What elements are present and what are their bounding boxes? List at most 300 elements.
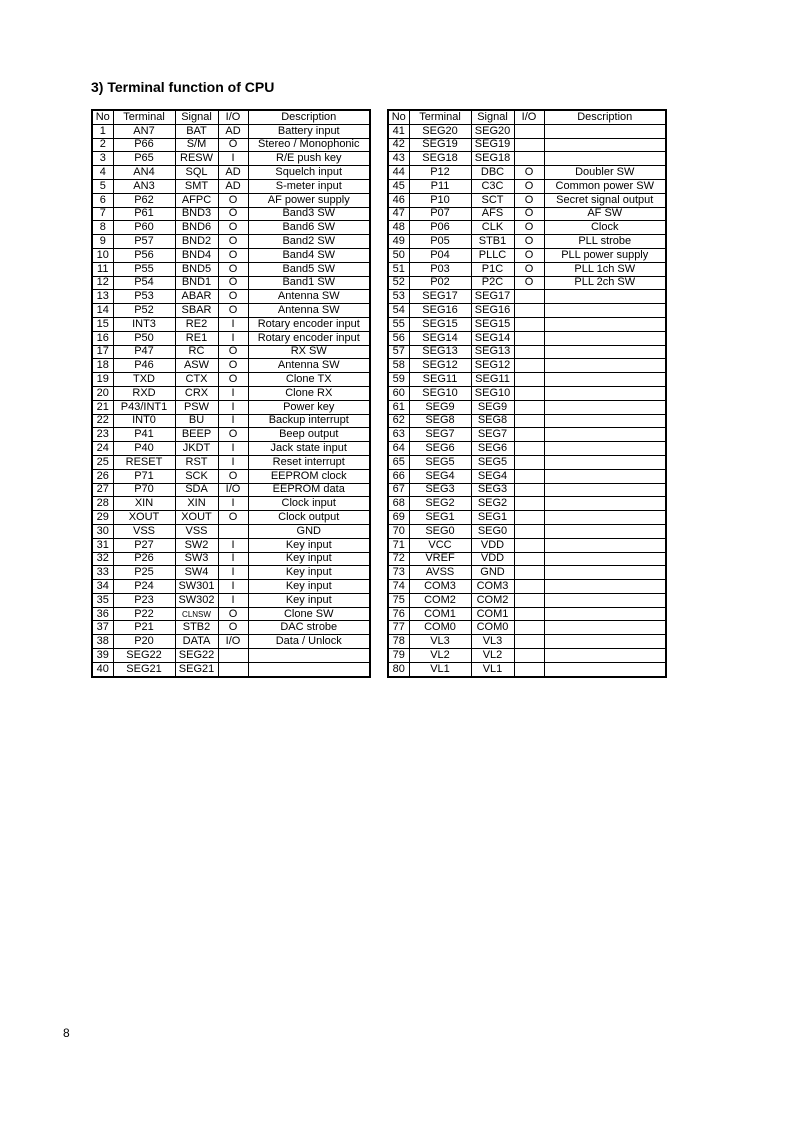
cell-description	[544, 497, 666, 511]
cell-no: 8	[92, 221, 113, 235]
cell-description	[544, 359, 666, 373]
cell-terminal: P07	[409, 207, 471, 221]
table-row	[92, 483, 370, 497]
cell-description: DAC strobe	[248, 621, 370, 635]
cell-signal: P1C	[471, 262, 514, 276]
cell-io: I	[218, 331, 248, 345]
table-row	[388, 207, 666, 221]
cell-terminal: SEG19	[409, 138, 471, 152]
cell-signal: SEG4	[471, 469, 514, 483]
cell-description: Common power SW	[544, 179, 666, 193]
table-row	[92, 607, 370, 621]
terminal-table-right	[387, 109, 667, 678]
cell-signal: GND	[471, 566, 514, 580]
header-no: No	[388, 110, 409, 124]
cell-signal: RE2	[175, 317, 218, 331]
cell-signal: RE1	[175, 331, 218, 345]
header-terminal: Terminal	[409, 110, 471, 124]
cell-io	[514, 414, 544, 428]
cell-no: 77	[388, 621, 409, 635]
cell-signal: DATA	[175, 635, 218, 649]
cell-description: PLL 1ch SW	[544, 262, 666, 276]
cell-no: 54	[388, 304, 409, 318]
cell-description: Squelch input	[248, 166, 370, 180]
cell-io: I	[218, 566, 248, 580]
cell-terminal: SEG0	[409, 524, 471, 538]
cell-terminal: P57	[113, 235, 175, 249]
header-io: I/O	[514, 110, 544, 124]
cell-no: 71	[388, 538, 409, 552]
cell-terminal: P46	[113, 359, 175, 373]
cell-io	[514, 538, 544, 552]
table-row	[388, 607, 666, 621]
cell-terminal: P66	[113, 138, 175, 152]
cell-terminal: TXD	[113, 373, 175, 387]
cell-io: I	[218, 152, 248, 166]
table-row	[388, 124, 666, 138]
cell-io	[514, 317, 544, 331]
cell-no: 17	[92, 345, 113, 359]
cell-description: Antenna SW	[248, 359, 370, 373]
cell-signal: SEG16	[471, 304, 514, 318]
cell-no: 41	[388, 124, 409, 138]
cell-io: O	[218, 428, 248, 442]
cell-no: 32	[92, 552, 113, 566]
table-row	[92, 359, 370, 373]
cell-terminal: SEG7	[409, 428, 471, 442]
cell-io: I	[218, 386, 248, 400]
table-row	[388, 593, 666, 607]
cell-terminal: P60	[113, 221, 175, 235]
table-row	[92, 138, 370, 152]
cell-signal: SEG1	[471, 511, 514, 525]
cell-terminal: P61	[113, 207, 175, 221]
table-row	[92, 331, 370, 345]
cell-description: Band3 SW	[248, 207, 370, 221]
cell-no: 64	[388, 442, 409, 456]
cell-description: S-meter input	[248, 179, 370, 193]
cell-no: 67	[388, 483, 409, 497]
cell-io	[514, 400, 544, 414]
cell-description	[544, 483, 666, 497]
cell-terminal: P40	[113, 442, 175, 456]
cell-io	[514, 621, 544, 635]
cell-signal: DBC	[471, 166, 514, 180]
table-row	[388, 359, 666, 373]
cell-no: 15	[92, 317, 113, 331]
cell-io	[514, 442, 544, 456]
cell-description	[544, 386, 666, 400]
cell-no: 46	[388, 193, 409, 207]
cell-signal: VL1	[471, 662, 514, 676]
cell-terminal: P55	[113, 262, 175, 276]
table-row	[388, 469, 666, 483]
cell-no: 33	[92, 566, 113, 580]
table-row	[388, 442, 666, 456]
cell-description	[544, 414, 666, 428]
table-row	[388, 386, 666, 400]
table-row	[388, 290, 666, 304]
cell-terminal: P62	[113, 193, 175, 207]
cell-no: 55	[388, 317, 409, 331]
cell-terminal: P50	[113, 331, 175, 345]
cell-signal: BND1	[175, 276, 218, 290]
cell-terminal: RESET	[113, 455, 175, 469]
cell-signal: SEG7	[471, 428, 514, 442]
cell-io: O	[218, 359, 248, 373]
cell-signal: SDA	[175, 483, 218, 497]
table-row	[388, 552, 666, 566]
cell-description: Clone TX	[248, 373, 370, 387]
cell-no: 6	[92, 193, 113, 207]
cell-no: 70	[388, 524, 409, 538]
table-row	[388, 635, 666, 649]
cell-terminal: P65	[113, 152, 175, 166]
cell-terminal: AN3	[113, 179, 175, 193]
cell-description: Clock	[544, 221, 666, 235]
cell-no: 57	[388, 345, 409, 359]
cell-io	[514, 359, 544, 373]
table-row	[388, 262, 666, 276]
cell-description: Key input	[248, 593, 370, 607]
cell-io	[514, 373, 544, 387]
table-row	[92, 635, 370, 649]
cell-no: 72	[388, 552, 409, 566]
table-row	[92, 566, 370, 580]
cell-terminal: SEG22	[113, 649, 175, 663]
cell-signal: SCT	[471, 193, 514, 207]
cell-terminal: SEG21	[113, 662, 175, 676]
cell-description: Stereo / Monophonic	[248, 138, 370, 152]
cell-signal: SEG0	[471, 524, 514, 538]
cell-signal: CRX	[175, 386, 218, 400]
cell-terminal: P52	[113, 304, 175, 318]
cell-description: Antenna SW	[248, 290, 370, 304]
cell-signal: SEG11	[471, 373, 514, 387]
cell-signal: COM0	[471, 621, 514, 635]
cell-signal: BND5	[175, 262, 218, 276]
cell-description: PLL strobe	[544, 235, 666, 249]
table-row	[388, 317, 666, 331]
cell-io: I	[218, 455, 248, 469]
table-row	[92, 580, 370, 594]
cell-terminal: P21	[113, 621, 175, 635]
cell-terminal: P20	[113, 635, 175, 649]
header-description: Description	[544, 110, 666, 124]
cell-description	[544, 400, 666, 414]
cell-no: 7	[92, 207, 113, 221]
cell-io: O	[514, 221, 544, 235]
cell-description	[544, 662, 666, 676]
page-number: 8	[63, 1026, 70, 1040]
cell-io	[514, 635, 544, 649]
cell-io	[514, 469, 544, 483]
cell-no: 25	[92, 455, 113, 469]
cell-terminal: SEG12	[409, 359, 471, 373]
cell-description	[544, 317, 666, 331]
table-row	[92, 262, 370, 276]
table-row	[92, 166, 370, 180]
cell-io: I	[218, 593, 248, 607]
cell-io: O	[514, 248, 544, 262]
cell-terminal: VL3	[409, 635, 471, 649]
table-row	[388, 662, 666, 676]
cell-terminal: AVSS	[409, 566, 471, 580]
cell-no: 65	[388, 455, 409, 469]
table-row	[388, 483, 666, 497]
cell-io: AD	[218, 166, 248, 180]
table-row	[388, 649, 666, 663]
cell-description: Doubler SW	[544, 166, 666, 180]
cell-signal: P2C	[471, 276, 514, 290]
table-row	[92, 662, 370, 676]
cell-io: O	[514, 235, 544, 249]
cell-signal: SEG6	[471, 442, 514, 456]
cell-io: O	[218, 262, 248, 276]
cell-terminal: SEG1	[409, 511, 471, 525]
cell-terminal: SEG3	[409, 483, 471, 497]
header-io: I/O	[218, 110, 248, 124]
cell-no: 49	[388, 235, 409, 249]
cell-no: 29	[92, 511, 113, 525]
table-row	[92, 221, 370, 235]
cell-io: I/O	[218, 483, 248, 497]
cell-terminal: P53	[113, 290, 175, 304]
cell-no: 24	[92, 442, 113, 456]
cell-no: 40	[92, 662, 113, 676]
cell-io: O	[218, 138, 248, 152]
cell-signal: SW3	[175, 552, 218, 566]
cell-signal: COM1	[471, 607, 514, 621]
cell-io: O	[218, 207, 248, 221]
cell-no: 44	[388, 166, 409, 180]
cell-description: EEPROM data	[248, 483, 370, 497]
cell-terminal: INT0	[113, 414, 175, 428]
cell-terminal: P43/INT1	[113, 400, 175, 414]
cell-no: 30	[92, 524, 113, 538]
cell-signal: SEG17	[471, 290, 514, 304]
cell-signal: ASW	[175, 359, 218, 373]
cell-io	[514, 483, 544, 497]
cell-signal: SEG8	[471, 414, 514, 428]
cell-terminal: SEG2	[409, 497, 471, 511]
cell-terminal: SEG18	[409, 152, 471, 166]
cell-signal: PLLC	[471, 248, 514, 262]
table-header-row	[388, 110, 666, 124]
cell-terminal: COM3	[409, 580, 471, 594]
cell-io: I	[218, 580, 248, 594]
cell-signal: SBAR	[175, 304, 218, 318]
cell-description: Key input	[248, 538, 370, 552]
cell-signal: SEG12	[471, 359, 514, 373]
cell-description	[248, 649, 370, 663]
cell-terminal: SEG5	[409, 455, 471, 469]
table-row	[388, 248, 666, 262]
cell-io	[218, 524, 248, 538]
cell-no: 52	[388, 276, 409, 290]
table-row	[388, 235, 666, 249]
cell-description: Band4 SW	[248, 248, 370, 262]
cell-signal: JKDT	[175, 442, 218, 456]
cell-io: O	[218, 193, 248, 207]
cell-no: 2	[92, 138, 113, 152]
table-row	[388, 152, 666, 166]
terminal-table-right-body	[388, 124, 666, 676]
cell-signal: SEG15	[471, 317, 514, 331]
cell-no: 35	[92, 593, 113, 607]
table-row	[388, 166, 666, 180]
cell-signal: SEG22	[175, 649, 218, 663]
cell-no: 9	[92, 235, 113, 249]
table-row	[92, 193, 370, 207]
cell-description	[544, 524, 666, 538]
cell-description: Key input	[248, 566, 370, 580]
cell-no: 26	[92, 469, 113, 483]
header-signal: Signal	[175, 110, 218, 124]
cell-description: Key input	[248, 580, 370, 594]
table-row	[92, 386, 370, 400]
cell-io: I/O	[218, 635, 248, 649]
cell-signal: C3C	[471, 179, 514, 193]
cell-terminal: SEG13	[409, 345, 471, 359]
cell-no: 45	[388, 179, 409, 193]
table-row	[92, 345, 370, 359]
cell-no: 39	[92, 649, 113, 663]
cell-terminal: P70	[113, 483, 175, 497]
table-row	[388, 331, 666, 345]
cell-description: RX SW	[248, 345, 370, 359]
cell-io: O	[514, 207, 544, 221]
cell-io	[514, 662, 544, 676]
cell-description: Antenna SW	[248, 304, 370, 318]
cell-description	[544, 304, 666, 318]
cell-terminal: SEG4	[409, 469, 471, 483]
cell-terminal: COM2	[409, 593, 471, 607]
cell-no: 69	[388, 511, 409, 525]
cell-io: I	[218, 317, 248, 331]
table-row	[388, 179, 666, 193]
cell-io: O	[514, 166, 544, 180]
cell-signal: SEG19	[471, 138, 514, 152]
cell-no: 11	[92, 262, 113, 276]
cell-no: 76	[388, 607, 409, 621]
cell-no: 42	[388, 138, 409, 152]
cell-description: AF power supply	[248, 193, 370, 207]
cell-description	[544, 649, 666, 663]
cell-io	[514, 455, 544, 469]
cell-no: 66	[388, 469, 409, 483]
cell-signal: SEG5	[471, 455, 514, 469]
cell-signal: STB2	[175, 621, 218, 635]
header-signal: Signal	[471, 110, 514, 124]
table-row	[388, 428, 666, 442]
cell-io: O	[218, 276, 248, 290]
table-row	[92, 538, 370, 552]
cell-no: 21	[92, 400, 113, 414]
cell-description: Clone RX	[248, 386, 370, 400]
table-row	[92, 414, 370, 428]
cell-no: 10	[92, 248, 113, 262]
cell-signal: SEG9	[471, 400, 514, 414]
cell-io	[514, 138, 544, 152]
cell-terminal: P71	[113, 469, 175, 483]
cell-no: 13	[92, 290, 113, 304]
cell-signal: SEG21	[175, 662, 218, 676]
cell-terminal: INT3	[113, 317, 175, 331]
cell-signal: ABAR	[175, 290, 218, 304]
cell-terminal: COM0	[409, 621, 471, 635]
cell-terminal: P10	[409, 193, 471, 207]
cell-io: O	[218, 235, 248, 249]
cell-signal: SEG3	[471, 483, 514, 497]
table-row	[92, 235, 370, 249]
cell-signal: COM2	[471, 593, 514, 607]
cell-io: O	[218, 221, 248, 235]
table-row	[92, 248, 370, 262]
cell-description	[544, 124, 666, 138]
cell-signal: RST	[175, 455, 218, 469]
cell-description	[544, 621, 666, 635]
table-row	[92, 593, 370, 607]
cell-no: 43	[388, 152, 409, 166]
cell-io	[514, 152, 544, 166]
table-row	[388, 193, 666, 207]
cell-signal: VL2	[471, 649, 514, 663]
cell-signal: CTX	[175, 373, 218, 387]
cell-no: 51	[388, 262, 409, 276]
cell-io: I	[218, 497, 248, 511]
cell-no: 5	[92, 179, 113, 193]
cell-io	[514, 511, 544, 525]
cell-description: EEPROM clock	[248, 469, 370, 483]
table-row	[92, 442, 370, 456]
cell-signal: VDD	[471, 552, 514, 566]
cell-io: O	[514, 179, 544, 193]
cell-terminal: P26	[113, 552, 175, 566]
cell-signal: VSS	[175, 524, 218, 538]
cell-terminal: P24	[113, 580, 175, 594]
cell-signal: SW2	[175, 538, 218, 552]
cell-io: O	[218, 373, 248, 387]
cell-io: I	[218, 442, 248, 456]
cell-io	[514, 290, 544, 304]
cell-io: I	[218, 552, 248, 566]
cell-signal: SEG13	[471, 345, 514, 359]
cell-io	[514, 524, 544, 538]
cell-no: 19	[92, 373, 113, 387]
cell-signal: SW4	[175, 566, 218, 580]
cell-no: 34	[92, 580, 113, 594]
cell-terminal: P41	[113, 428, 175, 442]
table-header-row	[92, 110, 370, 124]
cell-io: I	[218, 538, 248, 552]
table-row	[92, 304, 370, 318]
cell-signal: XIN	[175, 497, 218, 511]
cell-io: O	[218, 345, 248, 359]
cell-description	[544, 511, 666, 525]
cell-signal: XOUT	[175, 511, 218, 525]
cell-signal: STB1	[471, 235, 514, 249]
cell-no: 73	[388, 566, 409, 580]
table-row	[92, 290, 370, 304]
cell-description: Power key	[248, 400, 370, 414]
cell-no: 27	[92, 483, 113, 497]
cell-io: O	[218, 511, 248, 525]
cell-no: 16	[92, 331, 113, 345]
table-row	[92, 428, 370, 442]
table-row	[92, 152, 370, 166]
cell-signal: SEG2	[471, 497, 514, 511]
